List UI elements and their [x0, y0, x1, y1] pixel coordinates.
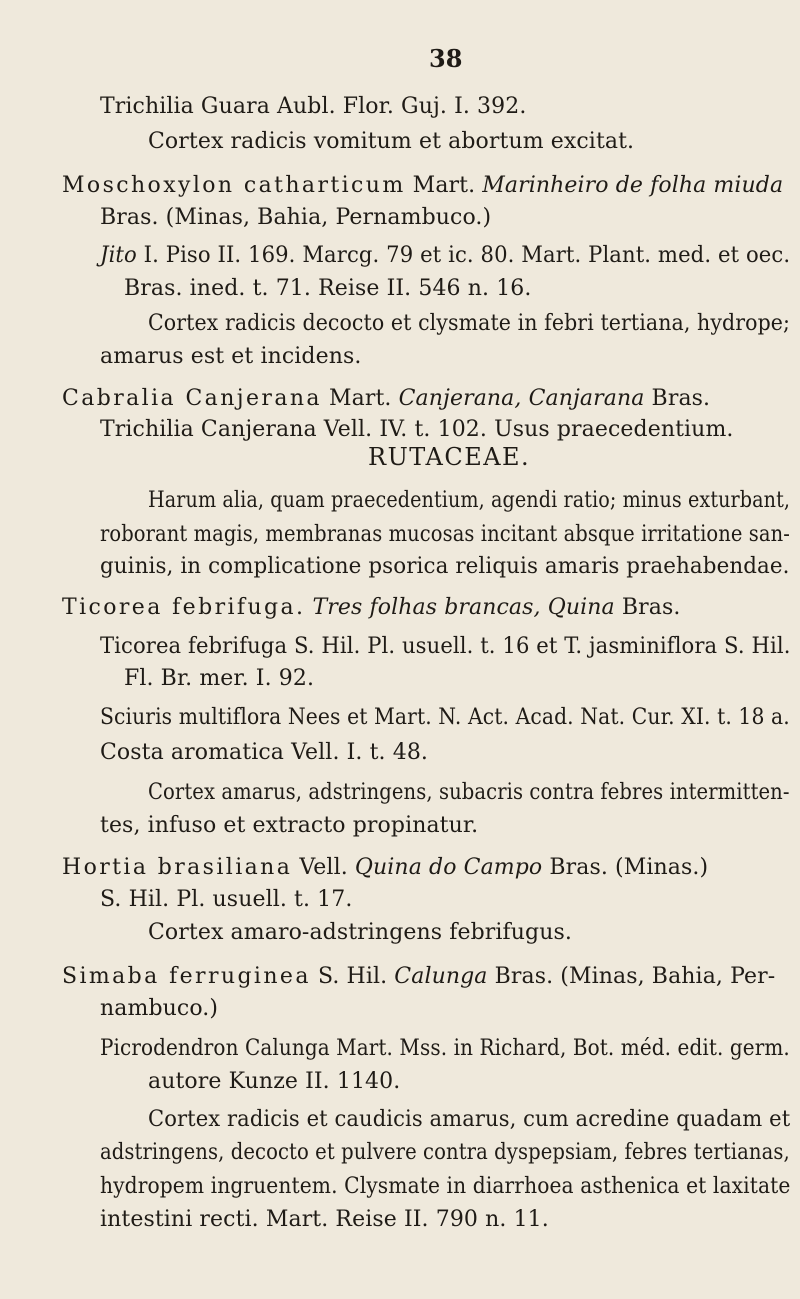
entry-moschoxylon-header — [62, 171, 783, 201]
entry-ticorea-synonym-3: Costa aromatica Vell. I. t. 48. — [100, 740, 429, 765]
entry-hortia-header — [62, 853, 708, 883]
entry-ticorea-header — [62, 593, 680, 623]
intro-line-2: roborant magis, membranas mucosas incitant absque irritatione san- — [100, 522, 790, 547]
vernacular-name: Tres folhas brancas, Quina — [312, 595, 615, 620]
vernacular-name: Calunga — [394, 964, 488, 989]
page-number: 38 — [429, 44, 463, 73]
entry-ticorea-synonym-1-cont: Fl. Br. mer. I. 92. — [124, 666, 315, 691]
entry-moschoxylon-synonyms — [100, 241, 790, 271]
species-name: Hortia brasiliana — [62, 855, 293, 880]
vernacular-name: Canjerana, Canjarana — [398, 386, 645, 411]
synonym-refs: I. Piso II. 169. Marcg. 79 et ic. 80. Mart. Plant. med. et oec. — [136, 243, 791, 268]
entry-simaba-header — [62, 962, 775, 992]
entry-simaba-note-2: adstringens, decocto et pulvere contra dyspepsiam, febres tertianas, — [100, 1140, 790, 1165]
entry-hortia-note: Cortex amaro-adstringens febrifugus. — [148, 920, 572, 945]
entry-simaba-note-1: Cortex radicis et caudicis amarus, cum acredine quadam et — [148, 1107, 791, 1132]
entry-ticorea-note-1: Cortex amarus, adstringens, subacris contra febres intermitten- — [148, 780, 790, 805]
region: Bras. (Minas, Bahia, Per- — [487, 964, 776, 989]
entry-moschoxylon-note-2: amarus est et incidens. — [100, 344, 362, 369]
section-title: RUTACEAE. — [368, 443, 531, 471]
entry-simaba-region-cont: nambuco.) — [100, 996, 219, 1021]
species-name: Simaba ferruginea — [62, 964, 311, 989]
entry-cabralia-header — [62, 384, 710, 414]
region: Bras. (Minas.) — [542, 855, 709, 880]
species-name: Ticorea febrifuga. — [62, 595, 306, 620]
vernacular-name: Quina do Campo — [354, 855, 543, 880]
entry-trichilia-guara-header: Trichilia Guara Aubl. Flor. Guj. I. 392. — [100, 94, 527, 119]
species-name: Cabralia Canjerana — [62, 386, 322, 411]
entry-ticorea-synonym-1: Ticorea febrifuga S. Hil. Pl. usuell. t. 16 et T. jasminiflora S. Hil. — [100, 634, 791, 659]
entry-cabralia-synonym: Trichilia Canjerana Vell. IV. t. 102. Usus praecedentium. — [100, 417, 734, 442]
entry-simaba-synonym-cont: autore Kunze II. 1140. — [148, 1069, 401, 1094]
authority: Mart. — [405, 173, 483, 198]
authority: S. Hil. — [310, 964, 395, 989]
intro-line-3: guinis, in complicatione psorica reliquis amaris praehabendae. — [100, 554, 790, 579]
species-name: Moschoxylon catharticum — [62, 173, 406, 198]
entry-ticorea-synonym-2: Sciuris multiflora Nees et Mart. N. Act. Acad. Nat. Cur. XI. t. 18 a. — [100, 705, 790, 730]
vernacular-name: Marinheiro de folha miuda — [482, 173, 784, 198]
entry-trichilia-guara-note: Cortex radicis vomitum et abortum excitat. — [148, 129, 635, 154]
entry-simaba-synonym: Picrodendron Calunga Mart. Mss. in Richard, Bot. méd. edit. germ. — [100, 1036, 790, 1061]
entry-simaba-note-4: intestini recti. Mart. Reise II. 790 n. 11. — [100, 1207, 549, 1232]
authority: Vell. — [292, 855, 355, 880]
region: Bras. — [644, 386, 711, 411]
authority: Mart. — [321, 386, 399, 411]
entry-hortia-synonym: S. Hil. Pl. usuell. t. 17. — [100, 887, 353, 912]
region: Bras. — [614, 595, 681, 620]
synonym-italic: Jito — [100, 243, 137, 268]
entry-moschoxylon-note-1: Cortex radicis decocto et clysmate in febri tertiana, hydrope; — [148, 311, 791, 336]
intro-line-1: Harum alia, quam praecedentium, agendi ratio; minus exturbant, — [148, 488, 791, 513]
entry-ticorea-note-2: tes, infuso et extracto propinatur. — [100, 813, 479, 838]
entry-simaba-note-3: hydropem ingruentem. Clysmate in diarrhoea asthenica et laxitate — [100, 1174, 791, 1199]
entry-moschoxylon-synonyms-cont: Bras. ined. t. 71. Reise II. 546 n. 16. — [124, 276, 532, 301]
entry-moschoxylon-locality: Bras. (Minas, Bahia, Pernambuco.) — [100, 205, 492, 230]
